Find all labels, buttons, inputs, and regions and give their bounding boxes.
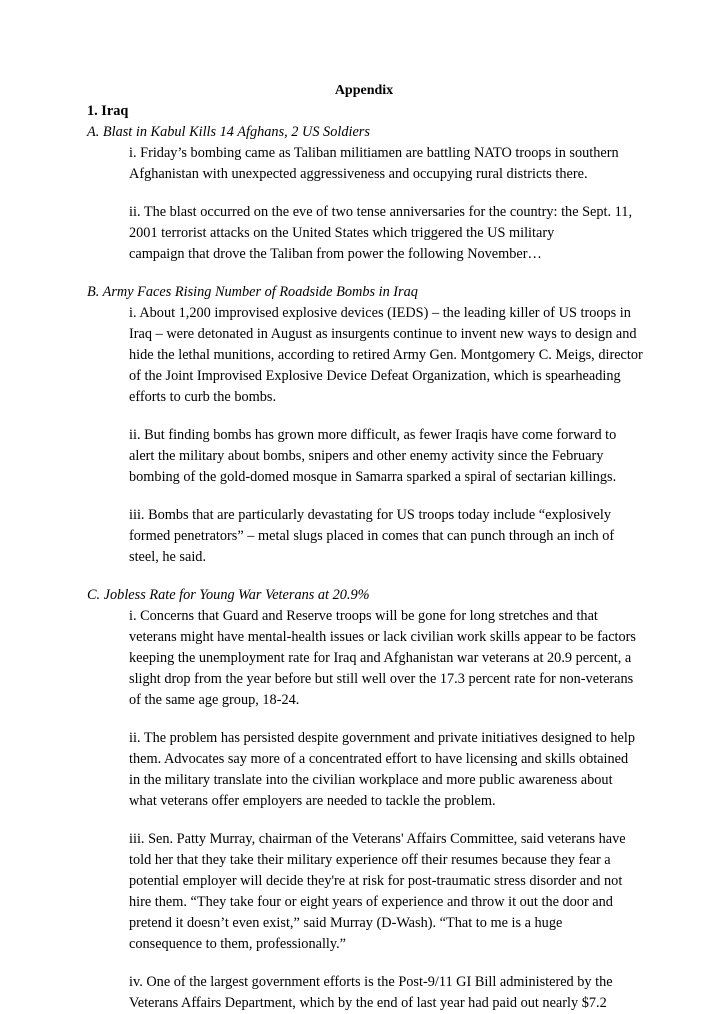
text-line: campaign that drove the Taliban from power the following November… xyxy=(129,246,542,262)
text-line: veterans might have mental-health issues or lack civilian work skills appear to be factors xyxy=(129,629,636,645)
text-line: told her that they take their military experience off their resumes because they fear a xyxy=(129,852,611,868)
text-line: keeping the unemployment rate for Iraq and Afghanistan war veterans at 20.9 percent, a xyxy=(129,650,632,666)
text-line: of the Joint Improvised Explosive Device Defeat Organization, which is spearheading xyxy=(129,368,621,384)
text-line: potential employer will decide they're at risk for post-traumatic stress disorder and not xyxy=(129,873,623,889)
paragraph-c-i xyxy=(87,606,647,711)
text-line: them. Advocates say more of a concentrated effort to have licensing and skills obtained xyxy=(129,751,629,767)
article-heading-b: B. Army Faces Rising Number of Roadside Bombs in Iraq xyxy=(87,284,418,300)
text-line: iv. One of the largest government efforts is the Post-9/11 GI Bill administered by the xyxy=(129,974,613,990)
text-line: slight drop from the year before but still well over the 17.3 percent rate for non-veterans xyxy=(129,671,634,687)
text-line: 2001 terrorist attacks on the United States which triggered the US military xyxy=(129,225,555,241)
text-line: of the same age group, 18-24. xyxy=(129,692,300,708)
paragraph-c-iii xyxy=(87,829,647,955)
paragraph-b-ii xyxy=(87,425,647,488)
text-line: iii. Bombs that are particularly devastating for US troops today include “explosively xyxy=(129,507,612,523)
paragraph-a-i xyxy=(87,143,647,185)
text-line: alert the military about bombs, snipers and other enemy activity since the February xyxy=(129,448,604,464)
text-line: i. About 1,200 improvised explosive devices (IEDS) – the leading killer of US troops in xyxy=(129,305,631,321)
text-line: i. Friday’s bombing came as Taliban militiamen are battling NATO troops in southern xyxy=(129,145,619,161)
paragraph-c-ii xyxy=(87,728,647,812)
text-line: consequence to them, professionally.” xyxy=(129,936,347,952)
article-heading-a: A. Blast in Kabul Kills 14 Afghans, 2 US Soldiers xyxy=(87,124,370,140)
section-heading: 1. Iraq xyxy=(87,103,129,119)
text-line: ii. The problem has persisted despite government and private initiatives designed to help xyxy=(129,730,635,746)
paragraph-b-iii xyxy=(87,505,647,568)
text-line: efforts to curb the bombs. xyxy=(129,389,277,405)
paragraph-a-ii xyxy=(87,202,647,265)
text-line: hide the lethal munitions, according to retired Army Gen. Montgomery C. Meigs, director xyxy=(129,347,643,363)
text-line: iii. Sen. Patty Murray, chairman of the Veterans' Affairs Committee, said veterans have xyxy=(129,831,626,847)
article-heading-c: C. Jobless Rate for Young War Veterans at 20.9% xyxy=(87,587,370,603)
text-line: in the military translate into the civilian workplace and more public awareness about xyxy=(129,772,613,788)
text-line: Iraq – were detonated in August as insurgents continue to invent new ways to design and xyxy=(129,326,637,342)
text-line: bombing of the gold-domed mosque in Samarra sparked a spiral of sectarian killings. xyxy=(129,469,617,485)
text-line: hire them. “They take four or eight years of experience and throw it out the door and xyxy=(129,894,613,910)
text-line: i. Concerns that Guard and Reserve troops will be gone for long stretches and that xyxy=(129,608,598,624)
text-line: formed penetrators” – metal slugs placed in comes that can punch through an inch of xyxy=(129,528,615,544)
page-title: Appendix xyxy=(334,83,394,98)
text-line: Veterans Affairs Department, which by the end of last year had paid out nearly $7.2 xyxy=(129,995,607,1011)
text-line: ii. But finding bombs has grown more difficult, as fewer Iraqis have come forward to xyxy=(129,427,617,443)
paragraph-b-i xyxy=(87,303,647,408)
document-body xyxy=(87,101,647,1014)
text-line: Afghanistan with unexpected aggressiveness and occupying rural districts there. xyxy=(129,166,588,182)
paragraph-c-iv xyxy=(87,972,647,1014)
text-line: what veterans offer employers are needed to tackle the problem. xyxy=(129,793,496,809)
text-line: pretend it doesn’t even exist,” said Murray (D-Wash). “That to me is a huge xyxy=(129,915,563,931)
text-line: steel, he said. xyxy=(129,549,207,565)
text-line: ii. The blast occurred on the eve of two tense anniversaries for the country: the Sept. 11, xyxy=(129,204,633,220)
